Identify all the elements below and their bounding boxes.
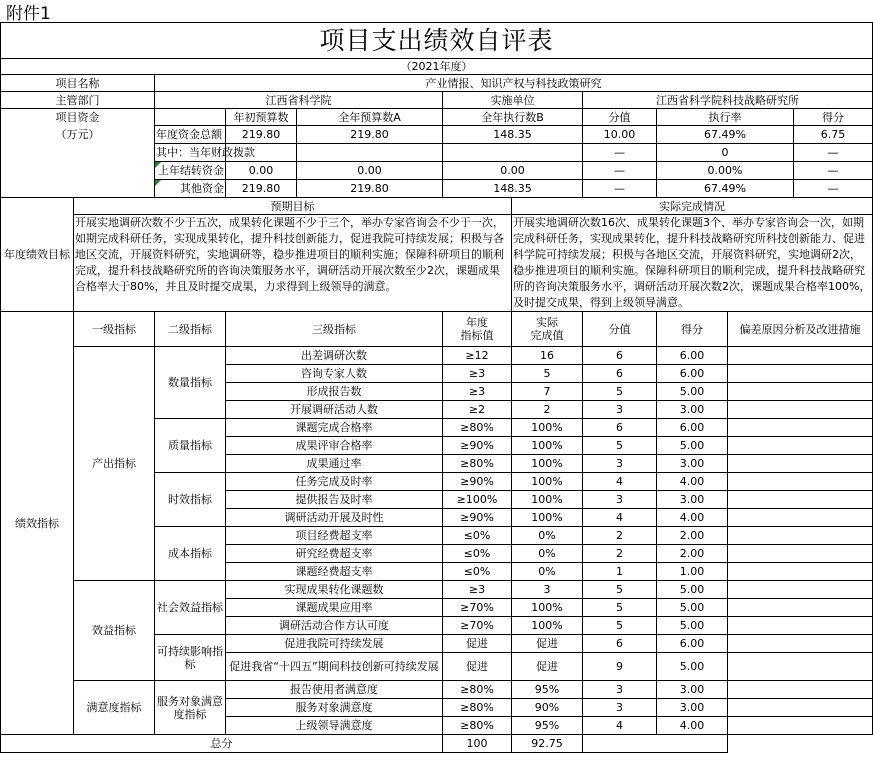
target-value: ≥80%: [443, 699, 512, 717]
got-value: 4.00: [657, 473, 728, 491]
header-target-top: 年度: [466, 316, 488, 329]
actual-value: 促进: [512, 635, 583, 653]
level2-indicator: 成本指标: [155, 527, 226, 581]
got-value: 3.00: [657, 401, 728, 419]
score-value: 6: [583, 635, 657, 653]
actual-value: 100%: [512, 491, 583, 509]
target-value: ≥12: [443, 347, 512, 365]
header-target: [443, 312, 512, 347]
funds-cell: [297, 144, 443, 162]
got-value: 5.00: [657, 581, 728, 599]
actual-value: 7: [512, 383, 583, 401]
total-got: 92.75: [512, 735, 583, 753]
reason-cell: [728, 617, 873, 635]
target-value: ≥100%: [443, 491, 512, 509]
funds-cell: —: [583, 162, 657, 180]
target-value: ≤0%: [443, 563, 512, 581]
reason-cell: [728, 563, 873, 581]
level2-indicator: 时效指标: [155, 473, 226, 527]
got-value: 5.00: [657, 599, 728, 617]
score-value: 5: [583, 581, 657, 599]
funds-cell: 219.80: [297, 126, 443, 144]
level2-indicator: 社会效益指标: [155, 581, 226, 635]
reason-cell: [728, 365, 873, 383]
target-value: 促进: [443, 635, 512, 653]
level3-indicator: 课题完成合格率: [226, 419, 443, 437]
funds-cell: 0: [657, 144, 794, 162]
funds-header: 年初预算数: [226, 109, 297, 126]
score-value: 6: [583, 419, 657, 437]
score-value: 5: [583, 383, 657, 401]
level3-indicator: 成果评审合格率: [226, 437, 443, 455]
target-value: ≥3: [443, 581, 512, 599]
got-value: 1.00: [657, 563, 728, 581]
funds-header: 全年预算数A: [297, 109, 443, 126]
annex-label: 附件1: [6, 4, 51, 24]
project-name: 产业情报、知识产权与科技政策研究: [155, 75, 873, 92]
dept-label: 主管部门: [1, 92, 155, 109]
got-value: 3.00: [657, 699, 728, 717]
funds-cell: 67.49%: [657, 126, 794, 144]
reason-cell: [728, 401, 873, 419]
level3-indicator: 报告使用者满意度: [226, 681, 443, 699]
target-value: ≤0%: [443, 527, 512, 545]
funds-cell: 10.00: [583, 126, 657, 144]
level1-indicator: 满意度指标: [74, 681, 155, 735]
level3-indicator: 咨询专家人数: [226, 365, 443, 383]
target-value: ≥3: [443, 365, 512, 383]
got-value: 2.00: [657, 527, 728, 545]
reason-cell: [728, 581, 873, 599]
actual-value: 100%: [512, 455, 583, 473]
funds-unit-label: （万元）: [1, 126, 155, 144]
dept-value: 江西省科学院: [155, 92, 443, 109]
reason-cell: [728, 491, 873, 509]
target-value: ≥2: [443, 401, 512, 419]
funds-cell: 0.00: [443, 162, 583, 180]
target-value: ≤0%: [443, 545, 512, 563]
header-target-bottom: 指标值: [460, 329, 494, 342]
actual-value: 16: [512, 347, 583, 365]
reason-cell: [728, 545, 873, 563]
actual-value: 100%: [512, 509, 583, 527]
actual-goals-text: 开展实地调研次数16次、成果转化课题3个、举办专家咨询会一次，如期完成科研任务，实现成果转化，提升科技战略研究所科技创新能力、促进科学院可持续发展；积极与各地区交流，开展资料研究，实地调研2次，稳步推进项目的顺利实施。保障科研项目的顺利完成，提升科技战略研究所的咨询决策服务水平，调研活动开展次数2次，课题成果合格率100%，及时提交成果，得到上级领导满意。: [512, 215, 873, 312]
project-name-label: 项目名称: [1, 75, 155, 92]
target-value: ≥90%: [443, 509, 512, 527]
reason-cell: [728, 699, 873, 717]
score-value: 3: [583, 681, 657, 699]
funds-cell: 0.00: [297, 162, 443, 180]
level3-indicator: 促进我院可持续发展: [226, 635, 443, 653]
actual-value: 促进: [512, 653, 583, 681]
level3-indicator: 调研活动合作方认可度: [226, 617, 443, 635]
actual-value: 100%: [512, 473, 583, 491]
level3-indicator: 形成报告数: [226, 383, 443, 401]
funds-label: 项目资金: [1, 109, 155, 126]
target-value: ≥80%: [443, 419, 512, 437]
funds-cell: 219.80: [226, 126, 297, 144]
funds-cell: [443, 144, 583, 162]
funds-cell: 0.00%: [657, 162, 794, 180]
level3-indicator: 服务对象满意度: [226, 699, 443, 717]
total-label: 总分: [1, 735, 443, 753]
target-value: ≥80%: [443, 455, 512, 473]
score-value: 3: [583, 699, 657, 717]
reason-cell: [728, 437, 873, 455]
score-value: 3: [583, 491, 657, 509]
level3-indicator: 促进我省“十四五”期间科技创新可持续发展: [226, 653, 443, 681]
reason-cell: [728, 455, 873, 473]
got-value: 6.00: [657, 365, 728, 383]
level3-indicator: 课题成果应用率: [226, 599, 443, 617]
header-actual: [512, 312, 583, 347]
got-value: 2.00: [657, 545, 728, 563]
header-reason: 偏差原因分析及改进措施: [728, 312, 873, 347]
score-value: 3: [583, 455, 657, 473]
score-value: 9: [583, 653, 657, 681]
score-value: 5: [583, 617, 657, 635]
target-value: ≥90%: [443, 437, 512, 455]
got-value: 5.00: [657, 653, 728, 681]
header-level3: 三级指标: [226, 312, 443, 347]
score-value: 4: [583, 509, 657, 527]
score-value: 4: [583, 717, 657, 735]
reason-cell: [728, 419, 873, 437]
goals-label: 年度绩效目标: [1, 198, 74, 312]
funds-cell: —: [794, 144, 873, 162]
header-score: 分值: [583, 312, 657, 347]
got-value: 3.00: [657, 491, 728, 509]
level3-indicator: 实现成果转化课题数: [226, 581, 443, 599]
funds-cell: —: [794, 162, 873, 180]
level1-indicator: 效益指标: [74, 581, 155, 681]
header-actual-bottom: 完成值: [530, 329, 564, 342]
unit-label: 实施单位: [443, 92, 583, 109]
actual-value: 0%: [512, 563, 583, 581]
actual-value: 100%: [512, 599, 583, 617]
total-score: 100: [443, 735, 512, 753]
target-value: ≥80%: [443, 717, 512, 735]
unit-value: 江西省科学院科技战略研究所: [583, 92, 873, 109]
funds-cell: 148.35: [443, 180, 583, 198]
score-value: 5: [583, 437, 657, 455]
funds-cell: —: [583, 144, 657, 162]
level2-indicator: 可持续影响指标: [155, 635, 226, 681]
funds-row-name: 其中：当年财政拨款: [155, 144, 226, 162]
got-value: 3.00: [657, 681, 728, 699]
got-value: 6.00: [657, 347, 728, 365]
page-title: 项目支出绩效自评表: [1, 23, 873, 59]
reason-cell: [728, 681, 873, 699]
reason-cell: [728, 635, 873, 653]
got-value: 5.00: [657, 617, 728, 635]
target-value: ≥90%: [443, 473, 512, 491]
target-value: ≥80%: [443, 681, 512, 699]
header-level1: 一级指标: [74, 312, 155, 347]
reason-cell: [728, 653, 873, 681]
level2-indicator: 服务对象满意度指标: [155, 681, 226, 735]
level1-indicator: 产出指标: [74, 347, 155, 581]
got-value: 5.00: [657, 383, 728, 401]
funds-row-name: 上年结转资金: [155, 162, 226, 180]
funds-header: 执行率: [657, 109, 794, 126]
funds-row-name: 年度资金总额: [155, 126, 226, 144]
level3-indicator: 调研活动开展及时性: [226, 509, 443, 527]
level3-indicator: 研究经费超支率: [226, 545, 443, 563]
funds-cell: —: [583, 180, 657, 198]
reason-cell: [728, 599, 873, 617]
got-value: 3.00: [657, 455, 728, 473]
funds-cell: 0.00: [226, 162, 297, 180]
funds-cell: —: [794, 180, 873, 198]
self-evaluation-table: [0, 22, 873, 753]
header-actual-top: 实际: [536, 316, 558, 329]
indicators-label: 绩效指标: [1, 312, 74, 735]
score-value: 2: [583, 527, 657, 545]
funds-cell: 219.80: [297, 180, 443, 198]
reason-cell: [728, 473, 873, 491]
level3-indicator: 任务完成及时率: [226, 473, 443, 491]
level3-indicator: 项目经费超支率: [226, 527, 443, 545]
score-value: 6: [583, 365, 657, 383]
score-value: 5: [583, 599, 657, 617]
got-value: 6.00: [657, 635, 728, 653]
reason-cell: [728, 383, 873, 401]
header-got: 得分: [657, 312, 728, 347]
score-value: 3: [583, 401, 657, 419]
reason-cell: [728, 509, 873, 527]
actual-value: 0%: [512, 545, 583, 563]
actual-value: 95%: [512, 717, 583, 735]
year-label: （2021年度）: [1, 59, 873, 75]
level3-indicator: 出差调研次数: [226, 347, 443, 365]
target-value: ≥70%: [443, 617, 512, 635]
got-value: 6.00: [657, 419, 728, 437]
header-level2: 二级指标: [155, 312, 226, 347]
got-value: 5.00: [657, 437, 728, 455]
reason-cell: [728, 527, 873, 545]
level2-indicator: 数量指标: [155, 347, 226, 419]
actual-value: 2: [512, 401, 583, 419]
actual-value: 100%: [512, 419, 583, 437]
funds-header: 分值: [583, 109, 657, 126]
score-value: 4: [583, 473, 657, 491]
actual-value: 0%: [512, 527, 583, 545]
actual-value: 3: [512, 581, 583, 599]
target-value: ≥3: [443, 383, 512, 401]
target-value: ≥70%: [443, 599, 512, 617]
level3-indicator: 成果通过率: [226, 455, 443, 473]
got-value: 4.00: [657, 509, 728, 527]
score-value: 6: [583, 347, 657, 365]
reason-cell: [728, 347, 873, 365]
level3-indicator: 开展调研活动人数: [226, 401, 443, 419]
reason-cell: [728, 717, 873, 735]
actual-value: 100%: [512, 437, 583, 455]
target-value: 促进: [443, 653, 512, 681]
funds-cell: 6.75: [794, 126, 873, 144]
score-value: 2: [583, 545, 657, 563]
funds-cell: 219.80: [226, 180, 297, 198]
level3-indicator: 提供报告及时率: [226, 491, 443, 509]
actual-value: 5: [512, 365, 583, 383]
funds-cell: 148.35: [443, 126, 583, 144]
actual-value: 95%: [512, 681, 583, 699]
expected-goals-header: 预期目标: [74, 198, 512, 215]
expected-goals-text: 开展实地调研次数不少于五次，成果转化课题不少于三个，举办专家咨询会不少于一次，如期完成科研任务，实现成果转化，提升科技创新能力，促进我院可持续发展；积极与各地区交流，开展资料研究，实地调研等，稳步推进项目的顺利实施；保障科研项目的顺利完成，提升科技战略研究所的咨询决策服务水平，调研活动开展次数至少2次，课题成果合格率大于80%，并且及时提交成果，力求得到上级领导的满意。: [74, 215, 512, 312]
actual-value: 90%: [512, 699, 583, 717]
actual-value: 100%: [512, 617, 583, 635]
level3-indicator: 上级领导满意度: [226, 717, 443, 735]
funds-header: 得分: [794, 109, 873, 126]
funds-cell: 67.49%: [657, 180, 794, 198]
level2-indicator: 质量指标: [155, 419, 226, 473]
score-value: 1: [583, 563, 657, 581]
funds-header: 全年执行数B: [443, 109, 583, 126]
level3-indicator: 课题经费超支率: [226, 563, 443, 581]
funds-row-name: 其他资金: [155, 180, 226, 198]
got-value: 4.00: [657, 717, 728, 735]
actual-goals-header: 实际完成情况: [512, 198, 873, 215]
